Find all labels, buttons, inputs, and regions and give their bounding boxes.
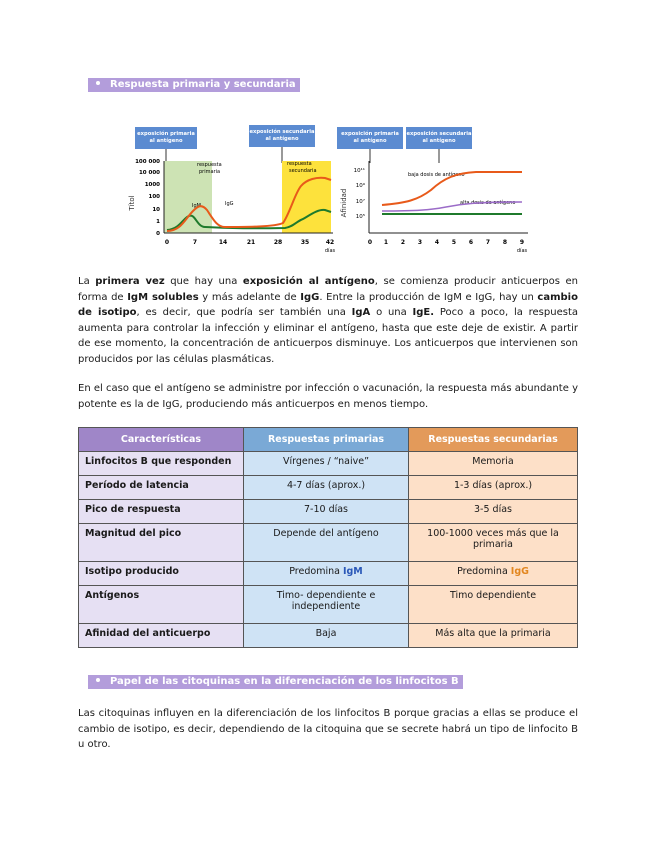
- table-header: Respuestas secundarias: [409, 428, 578, 452]
- label-igg: IgG: [225, 201, 234, 207]
- table-cell: 4-7 días (aprox.): [244, 476, 409, 500]
- table-row: [79, 586, 578, 624]
- x-tick: 28: [273, 239, 283, 246]
- x-unit: días: [516, 248, 528, 254]
- y-axis-label: Afinidad: [340, 188, 348, 218]
- y-tick: 1000: [144, 182, 160, 188]
- table-cell: Pico de respuesta: [79, 500, 244, 524]
- figure-antibody-affinity: [336, 123, 536, 258]
- box-text: exposición primaria: [341, 131, 399, 137]
- y-tick: 100: [148, 194, 160, 200]
- x-tick: 0: [164, 239, 170, 246]
- table-header-row: [79, 428, 578, 452]
- label-low-dose: baja dosis de antígeno: [408, 172, 465, 178]
- box-text: al antígeno: [422, 138, 456, 144]
- table-cell: Baja: [244, 624, 409, 648]
- table-cell: Magnitud del pico: [79, 524, 244, 562]
- table-cell: Afinidad del anticuerpo: [79, 624, 244, 648]
- table-cell: Timo dependiente: [409, 586, 578, 624]
- table-cell: 7-10 días: [244, 500, 409, 524]
- box-text: al antígeno: [353, 138, 387, 144]
- exposure-secondary-box: [406, 127, 472, 163]
- label-primary: primaria: [199, 169, 221, 175]
- label-secondary: secundaria: [289, 168, 317, 174]
- x-tick: 5: [451, 239, 457, 246]
- table-cell: Más alta que la primaria: [409, 624, 578, 648]
- x-tick: 35: [300, 239, 310, 246]
- table-row: [79, 452, 578, 476]
- paragraph-citoquinas: Las citoquinas influyen en la diferenciación de los linfocitos B porque gracias a ellas se produce el cambio de isotipo, es decir, dependiendo de la citoquina que se secrete habrá un tipo de linfocito B u otro.: [78, 708, 578, 750]
- box-text: exposición secundaria: [406, 131, 472, 137]
- label-primary: respuesta: [197, 162, 222, 168]
- x-tick: 3: [417, 239, 423, 246]
- table-cell: Antígenos: [79, 586, 244, 624]
- x-tick: 2: [400, 239, 406, 246]
- bullet-icon: [96, 81, 100, 85]
- x-tick: 0: [367, 239, 373, 246]
- table-row: [79, 624, 578, 648]
- y-tick: 1: [156, 219, 160, 225]
- table-cell: Vírgenes / “naive”: [244, 452, 409, 476]
- exposure-secondary-box: [249, 125, 315, 163]
- y-tick: 0: [156, 231, 160, 237]
- box-text: exposición secundaria: [249, 129, 315, 135]
- table-cell: Depende del antígeno: [244, 524, 409, 562]
- section-heading-citoquinas: Papel de las citoquinas en la diferenciación de los linfocitos B: [88, 675, 463, 689]
- x-tick: 7: [192, 239, 198, 246]
- x-tick: 21: [246, 239, 256, 246]
- x-tick: 8: [502, 239, 508, 246]
- comparison-table: [78, 427, 578, 648]
- box-text: al antígeno: [149, 138, 183, 144]
- x-tick: 1: [383, 239, 389, 246]
- table-row: [79, 562, 578, 586]
- y-tick: 10⁵: [355, 214, 365, 220]
- x-tick: 4: [434, 239, 440, 246]
- x-unit: días: [324, 248, 336, 254]
- exposure-primary-box: [337, 127, 403, 163]
- table-header: Respuestas primarias: [244, 428, 409, 452]
- y-axis-label: Títol: [128, 195, 136, 211]
- table-row: [79, 524, 578, 562]
- y-tick: 10¹¹: [353, 168, 365, 174]
- table-cell: 100-1000 veces más que la primaria: [409, 524, 578, 562]
- table-cell: Memoria: [409, 452, 578, 476]
- bullet-icon: [96, 678, 100, 682]
- box-text: al antígeno: [265, 136, 299, 142]
- figure-antibody-titer: [125, 123, 340, 258]
- table-cell: 3-5 días: [409, 500, 578, 524]
- table-row: [79, 476, 578, 500]
- table-cell: Linfocitos B que responden: [79, 452, 244, 476]
- table-cell: Período de latencia: [79, 476, 244, 500]
- y-tick: 10 000: [138, 170, 160, 176]
- table-cell: Predomina IgG: [409, 562, 578, 586]
- x-tick: 9: [519, 239, 525, 246]
- label-secondary: respuesta: [287, 161, 312, 167]
- table-cell: Isotipo producido: [79, 562, 244, 586]
- label-high-dose: alta dosis de antígeno: [460, 200, 516, 206]
- y-tick: 10⁹: [355, 183, 365, 189]
- table-cell: Predomina IgM: [244, 562, 409, 586]
- y-tick: 10⁷: [355, 199, 365, 205]
- section-heading-respuesta: Respuesta primaria y secundaria: [88, 78, 300, 92]
- table-cell: Timo- dependiente e independiente: [244, 586, 409, 624]
- table-header: Características: [79, 428, 244, 452]
- paragraph-primary-response: La primera vez que hay una exposición al antígeno, se comienza producir anticuerpos en forma de IgM solubles y más adelante de IgG. Entre la producción de IgM e IgG, hay un cambio de isotipo, es decir, que podría ser también una IgA o una IgE. Poco a poco, la respuesta aumenta para controlar la infección y eliminar el antígeno, hasta que este deje de existir. A partir de ese momento, la concentración de anticuerpos disminuye. Los anticuerpos que intervienen son producidos por las células plasmáticas.: [78, 276, 578, 365]
- table-cell: 1-3 días (aprox.): [409, 476, 578, 500]
- y-tick: 100 000: [135, 159, 160, 165]
- box-text: exposición primaria: [137, 131, 195, 137]
- paragraph-vaccination: En el caso que el antígeno se administre por infección o vacunación, la respuesta más abundante y potente es la de IgG, produciendo más anticuerpos en menos tiempo.: [78, 383, 578, 410]
- x-tick: 6: [468, 239, 474, 246]
- x-tick: 7: [485, 239, 491, 246]
- label-igm: IgM: [192, 203, 201, 209]
- x-tick: 14: [218, 239, 228, 246]
- y-tick: 10: [152, 207, 160, 213]
- x-tick: 42: [325, 239, 335, 246]
- exposure-primary-box: [135, 127, 197, 163]
- table-row: [79, 500, 578, 524]
